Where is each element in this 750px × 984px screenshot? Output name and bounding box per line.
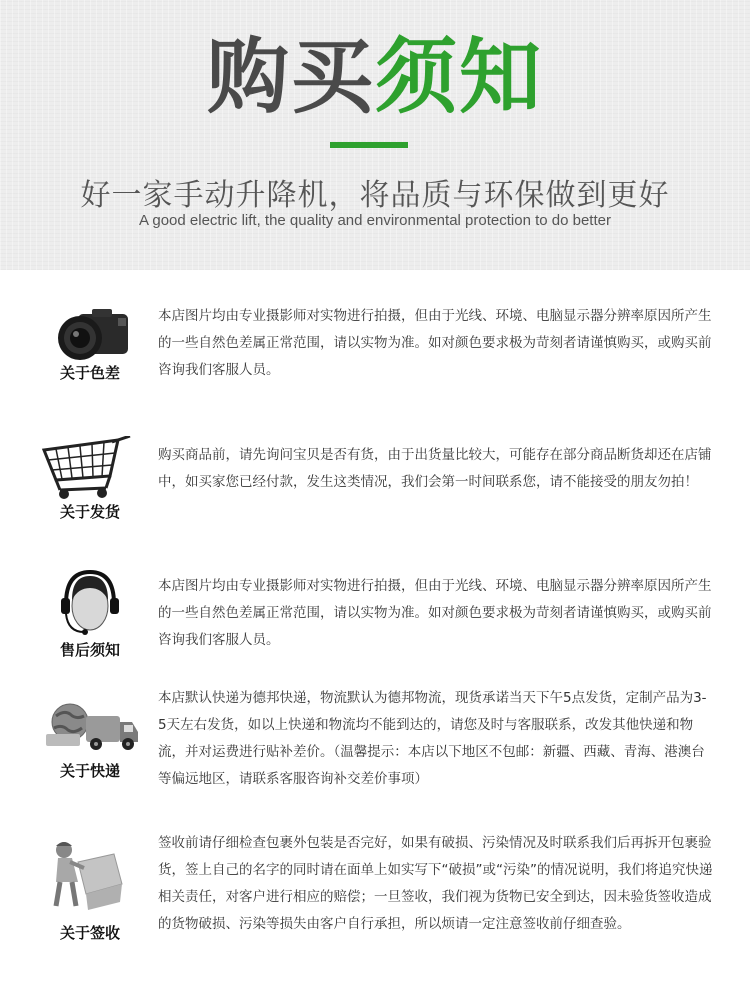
- title-part-green: 须知: [375, 30, 544, 125]
- section-text: 本店默认快递为德邦快递，物流默认为德邦物流，现货承诺当天下午5点发货，定制产品为3-5天左右发货，如以上快递和物流均不能到达的，请您及时与客服联系，改发其他快递和物流，并对运费进行贴补差价。（温馨提示：本店以下地区不包邮：新疆、西藏、青海、港澳台等偏远地区，请联系客服咨询补交差价事项）: [158, 690, 707, 787]
- subtitle: 好一家手动升降机，将品质与环保做到更好: [80, 178, 670, 213]
- section-text: 购买商品前，请先询问宝贝是否有货，由于出货量比较大，可能存在部分商品断货却还在店铺中，如买家您已经付款，发生这类情况，我们会第一时间联系您，请不能接受的朋友勿拍！: [158, 447, 712, 490]
- section-label: 售后须知: [59, 641, 120, 659]
- section-text: 本店图片均由专业摄影师对实物进行拍摄，但由于光线、环境、电脑显示器分辨率原因所产生的一些自然色差属正常范围，请以实物为准。如对颜色要求极为苛刻者请谨慎购买，或购买前咨询我们客服人员。: [158, 578, 712, 648]
- title-part-dark: 购买: [206, 30, 375, 125]
- courier-package-icon: [40, 838, 140, 914]
- page-title: [0, 28, 750, 128]
- section-label: 关于快递: [59, 762, 120, 780]
- section-text: 本店图片均由专业摄影师对实物进行拍摄，但由于光线、环境、电脑显示器分辨率原因所产生的一些自然色差属正常范围，请以实物为准。如对颜色要求极为苛刻者请谨慎购买，或购买前咨询我们客服人员。: [158, 308, 712, 378]
- section-label: 关于签收: [59, 924, 120, 942]
- section-label: 关于色差: [59, 364, 120, 382]
- section-text: 签收前请仔细检查包裹外包装是否完好，如果有破损、污染情况及时联系我们后再拆开包裹验货，签上自己的名字的同时请在面单上如实写下“破损”或“污染”的情况说明，我们将追究快递相关责任，对客户进行相应的赔偿；一旦签收，我们视为货物已安全到达，因未验货签收造成的货物破损、污染等损失由客户自行承担，所以烦请一定注意签收前仔细查验。: [158, 835, 713, 932]
- headset-icon: [44, 570, 136, 640]
- shopping-cart-icon: [40, 436, 140, 506]
- accent-divider: [330, 142, 408, 148]
- header-banner: [0, 0, 750, 270]
- subtitle-english: A good electric lift, the quality and environmental protection to do better: [139, 212, 611, 229]
- section-label: 关于发货: [59, 503, 120, 521]
